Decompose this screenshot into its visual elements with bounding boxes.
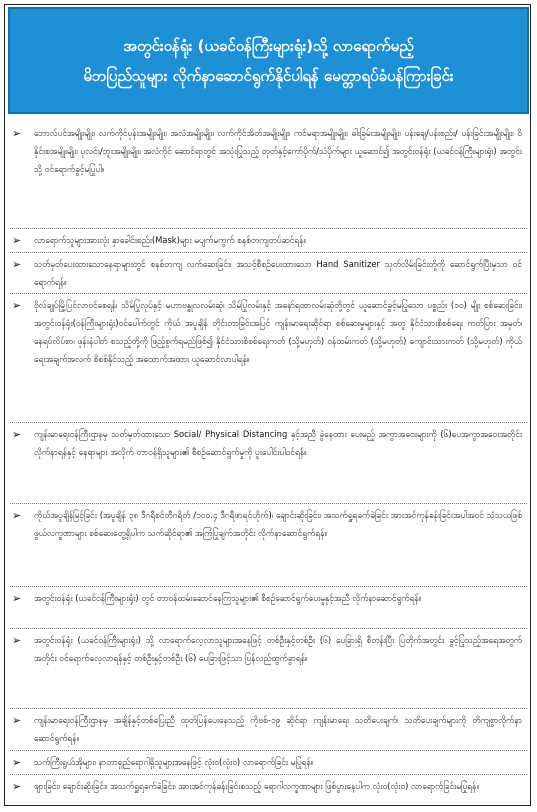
arrow-bullet-icon: ➢: [12, 299, 22, 312]
divider: [10, 228, 527, 229]
list-item: [8, 506, 529, 542]
arrow-bullet-icon: ➢: [12, 234, 22, 247]
list-item: [8, 711, 529, 747]
arrow-bullet-icon: ➢: [12, 714, 22, 727]
header-line-1: အတွင်းဝန်ရုံး (ယခင်ဝန်ကြီးများရုံး)သို့ လာရောက်မည့်: [123, 36, 414, 55]
arrow-bullet-icon: ➢: [12, 509, 22, 522]
list-item-text: သတ်မှတ်ပေးထားသောနေရာများတွင် စနစ်တကျ လက်ဆေးခြင်း၊ အသင့်စီစဉ်ပေးထားသော Hand Sanitizer သုတ်လိမ်းခြင်းတို့ကို ဆောင်ရွက်ပြီးမှသာ ဝင်ရောက်ရန်။: [34, 259, 522, 287]
divider: [10, 774, 527, 775]
list-item: [8, 296, 529, 368]
list-item: [8, 589, 529, 607]
list-item-text: ဗိုလ်ချုပ်မြို့ပြင်လာဝင်စေရန်၊ သိမ်ပြုလုပ်နှင့် မဟာဗန္ဓုလလမ်းဆုံ၊ သိမ်ပြုလမ်းနှင့် အနော်ရထာလမ်းဆုံတို့တွင် ယူဆောင်ခွင့်မပြုသော ပစ္စည်း (၁၀) မျိုး စစ်ဆေးခြင်း၊ အတွင်းဝန်ရုံး(ဝန်ကြီးများရုံး)ဝင်ပေါက်တွင် ကိုယ် အပူချိန် တိုင်းတာခြင်းအပြင် ကျန်းမာရေးဆိုင်ရာ စစ်ဆေးမှုများနှင့် အတူ နိုင်ငံသားစိစစ်ရေး ကတ်ပြား အမှတ်၊ နေရပ်လိပ်စာ၊ ဖုန်းနံပါတ် စသည့်တို့ကို ဖြည့်စွက်ရမည်ဖြစ်၍ နိုင်ငံသားစိစစ်ရေးကတ် (သို့မဟုတ်) ဝန်ထမ်းကတ် (သို့မဟုတ်) ကျောင်းသားကတ် (သို့မဟုတ်) ကိုယ်ရေးအချက်အလက် စိစစ်နိုင်သည့် အထောက်အထား ယူဆောင်လာပါရန်။: [34, 300, 522, 364]
list-item: [8, 425, 529, 461]
list-item-text: ဘောလ်ပင်အမျိုးမျိုး၊ လက်ကိုင်ပုန်းအမျိုးမျိုး၊ အလံအမျိုးမျိုး၊ လက်ကိုင်အိတ်အမျိုးမျိုး၊ ကင်မရာအမျိုးမျိုး၊ ဓါးခြမ်းအမျိုးမျိုး၊ ပန်းချေ/ပန်းစည်း/ ပန်းခြင်းအမျိုးမျိုး၊ ဝိနိုင်းစအမျိုးမျိုး၊ ပုလင်း/ဘူးအမျိုးမျိုး၊ အလံကိုင် ဆောင်ရာတွင် အသုံးပြုသည့် တုတ်နှင့်ကော်ပိုက်/သံပိုက်များ ယူဆောင်၍ အတွင်းဝန်ရုံး (ယခင်ဝန်ကြီးများရုံး) အတွင်းသို့ ဝင်ရောက်ခွင့်မပြုပါ။: [34, 128, 522, 174]
arrow-bullet-icon: ➢: [12, 592, 22, 605]
arrow-bullet-icon: ➢: [12, 428, 22, 441]
divider: [10, 708, 527, 709]
notice-body: [8, 120, 529, 804]
list-item: [8, 255, 529, 291]
arrow-bullet-icon: ➢: [12, 258, 22, 271]
list-item-text: ကျန်းမာရေးဝန်ကြီးဌာနမှ သတ်မှတ်ထားသော Social/ Physical Distancing နှင့်အညီ ခွဲနေထား ပေးမည့် အကွာအဝေးများကို (၆)ပေအကွာအဝေးအတိုင်း လိုက်နာရန်နှင့် နေရာများ အလိုက် တာဝန်ရှိသူများ၏ စီစဉ်ဆောင်ရွက်မှုကို ပူးပေါင်းပါဝင်ရန်။: [34, 429, 522, 457]
arrow-bullet-icon: ➢: [12, 634, 22, 647]
arrow-bullet-icon: ➢: [12, 756, 22, 769]
list-item-text: ကိုယ်အပူချိန်မြင့်ခြင်း (အပူချိန် ၃၈ ဒီဂရီစင်တီဂရိတ် /၁၀၀.၄ ဒီဂရီဖာရင်ဟိုက်)၊ ချောင်းဆိုးခြင်း၊ အသက်ရှူရခက်ခဲခြင်း အားအင်ကုန်ခန်းခြင်းအပါအဝင် သံသယဖြစ်ဖွယ်လက္ခဏာများ စစ်ဆေးတွေ့ရှိပါက သက်ဆိုင်ရာ၏ အကြံပြုချက်အတိုင်း လိုက်နာဆောင်ရွက်ရန်။: [34, 510, 522, 538]
list-item-text: ကျန်းမာရေးဝန်ကြီးဌာနမှ အချိန်နှင့်တစ်ပြေးညီ ထုတ်ပြန်ပေးနေသည့် ကိုဗစ်-၁၉ ဆိုင်ရာ ကျန်းမာရေး သတိပေးချက်၊ သတိပေးချက်များကို တိကျစွာလိုက်နာဆောင်ရွက်ရန်။: [34, 715, 522, 743]
list-item-text: လာရောက်သူများအားလုံး နှာခေါင်းစည်း(Mask)များ မပျက်မကွက် စနစ်တကျတပ်ဆင်ရန်။: [34, 235, 306, 245]
arrow-bullet-icon: ➢: [12, 127, 22, 140]
divider: [10, 628, 527, 629]
list-item: [8, 777, 529, 795]
list-item-text: အတွင်းဝန်ရုံး (ယခင်ဝန်ကြီးများရုံး) သို့ လာရောက်လေ့လာသူများအနေဖြင့် တစ်ဦးနှင့်တစ်ဦး (၆) ပေခြားရှိ စီတန်းပြီး ပြတိုက်အတွင်း ခွင့်ပြုသည့်အရေအတွက်အတိုင်း ဝင်ရောက်လေ့လာရန်နှင့် တစ်ဦးနှင့်တစ်ဦး (၆) ပေခြားဖြင့်သာ ပြန်လည်ထွက်ခွာရန်။: [34, 635, 522, 663]
list-item: [8, 231, 529, 249]
list-item-text: သက်ကြီးရွယ်အိုများ၊ နာတာရှည်ရောဂါရှိသူများအနေဖြင့် လုံးဝ(လုံးဝ) လာရောက်ခြင်း မပြုရန်။: [34, 757, 314, 767]
divider: [10, 252, 527, 253]
list-item-text: ဖျားခြင်း၊ ချောင်းဆိုးခြင်း၊ အသက်ရှူရခက်ခဲခြင်း၊ အားအင်ကုန်ခန်းခြင်းစသည့် ရောဂါလက္ခဏာများ ဖြစ်ပွားနေပါက လုံးဝ(လုံးဝ) လာရောက်ခြင်းမပြုရန်။: [34, 781, 479, 791]
list-item: [8, 631, 529, 667]
divider: [10, 422, 527, 423]
notice-header: [8, 7, 529, 114]
list-item: [8, 753, 529, 771]
list-item: [8, 124, 529, 178]
divider: [10, 293, 527, 294]
divider: [10, 750, 527, 751]
list-item-text: အတွင်းဝန်ရုံး (ယခင်ဝန်ကြီးများရုံး) တွင် တာဝန်ထမ်းဆောင်နေကြသူများ၏ စီစဉ်ဆောင်ရွက်ပေးမှုနှင့်အညီ လိုက်နာဆောင်ရွက်ရန်။: [34, 593, 422, 603]
divider: [10, 586, 527, 587]
arrow-bullet-icon: ➢: [12, 780, 22, 793]
divider: [10, 503, 527, 504]
header-line-2: မိဘပြည်သူများ လိုက်နာဆောင်ရွက်နိုင်ပါရန် မေတ္တာရပ်ခံပန်ကြားခြင်း: [83, 66, 454, 85]
